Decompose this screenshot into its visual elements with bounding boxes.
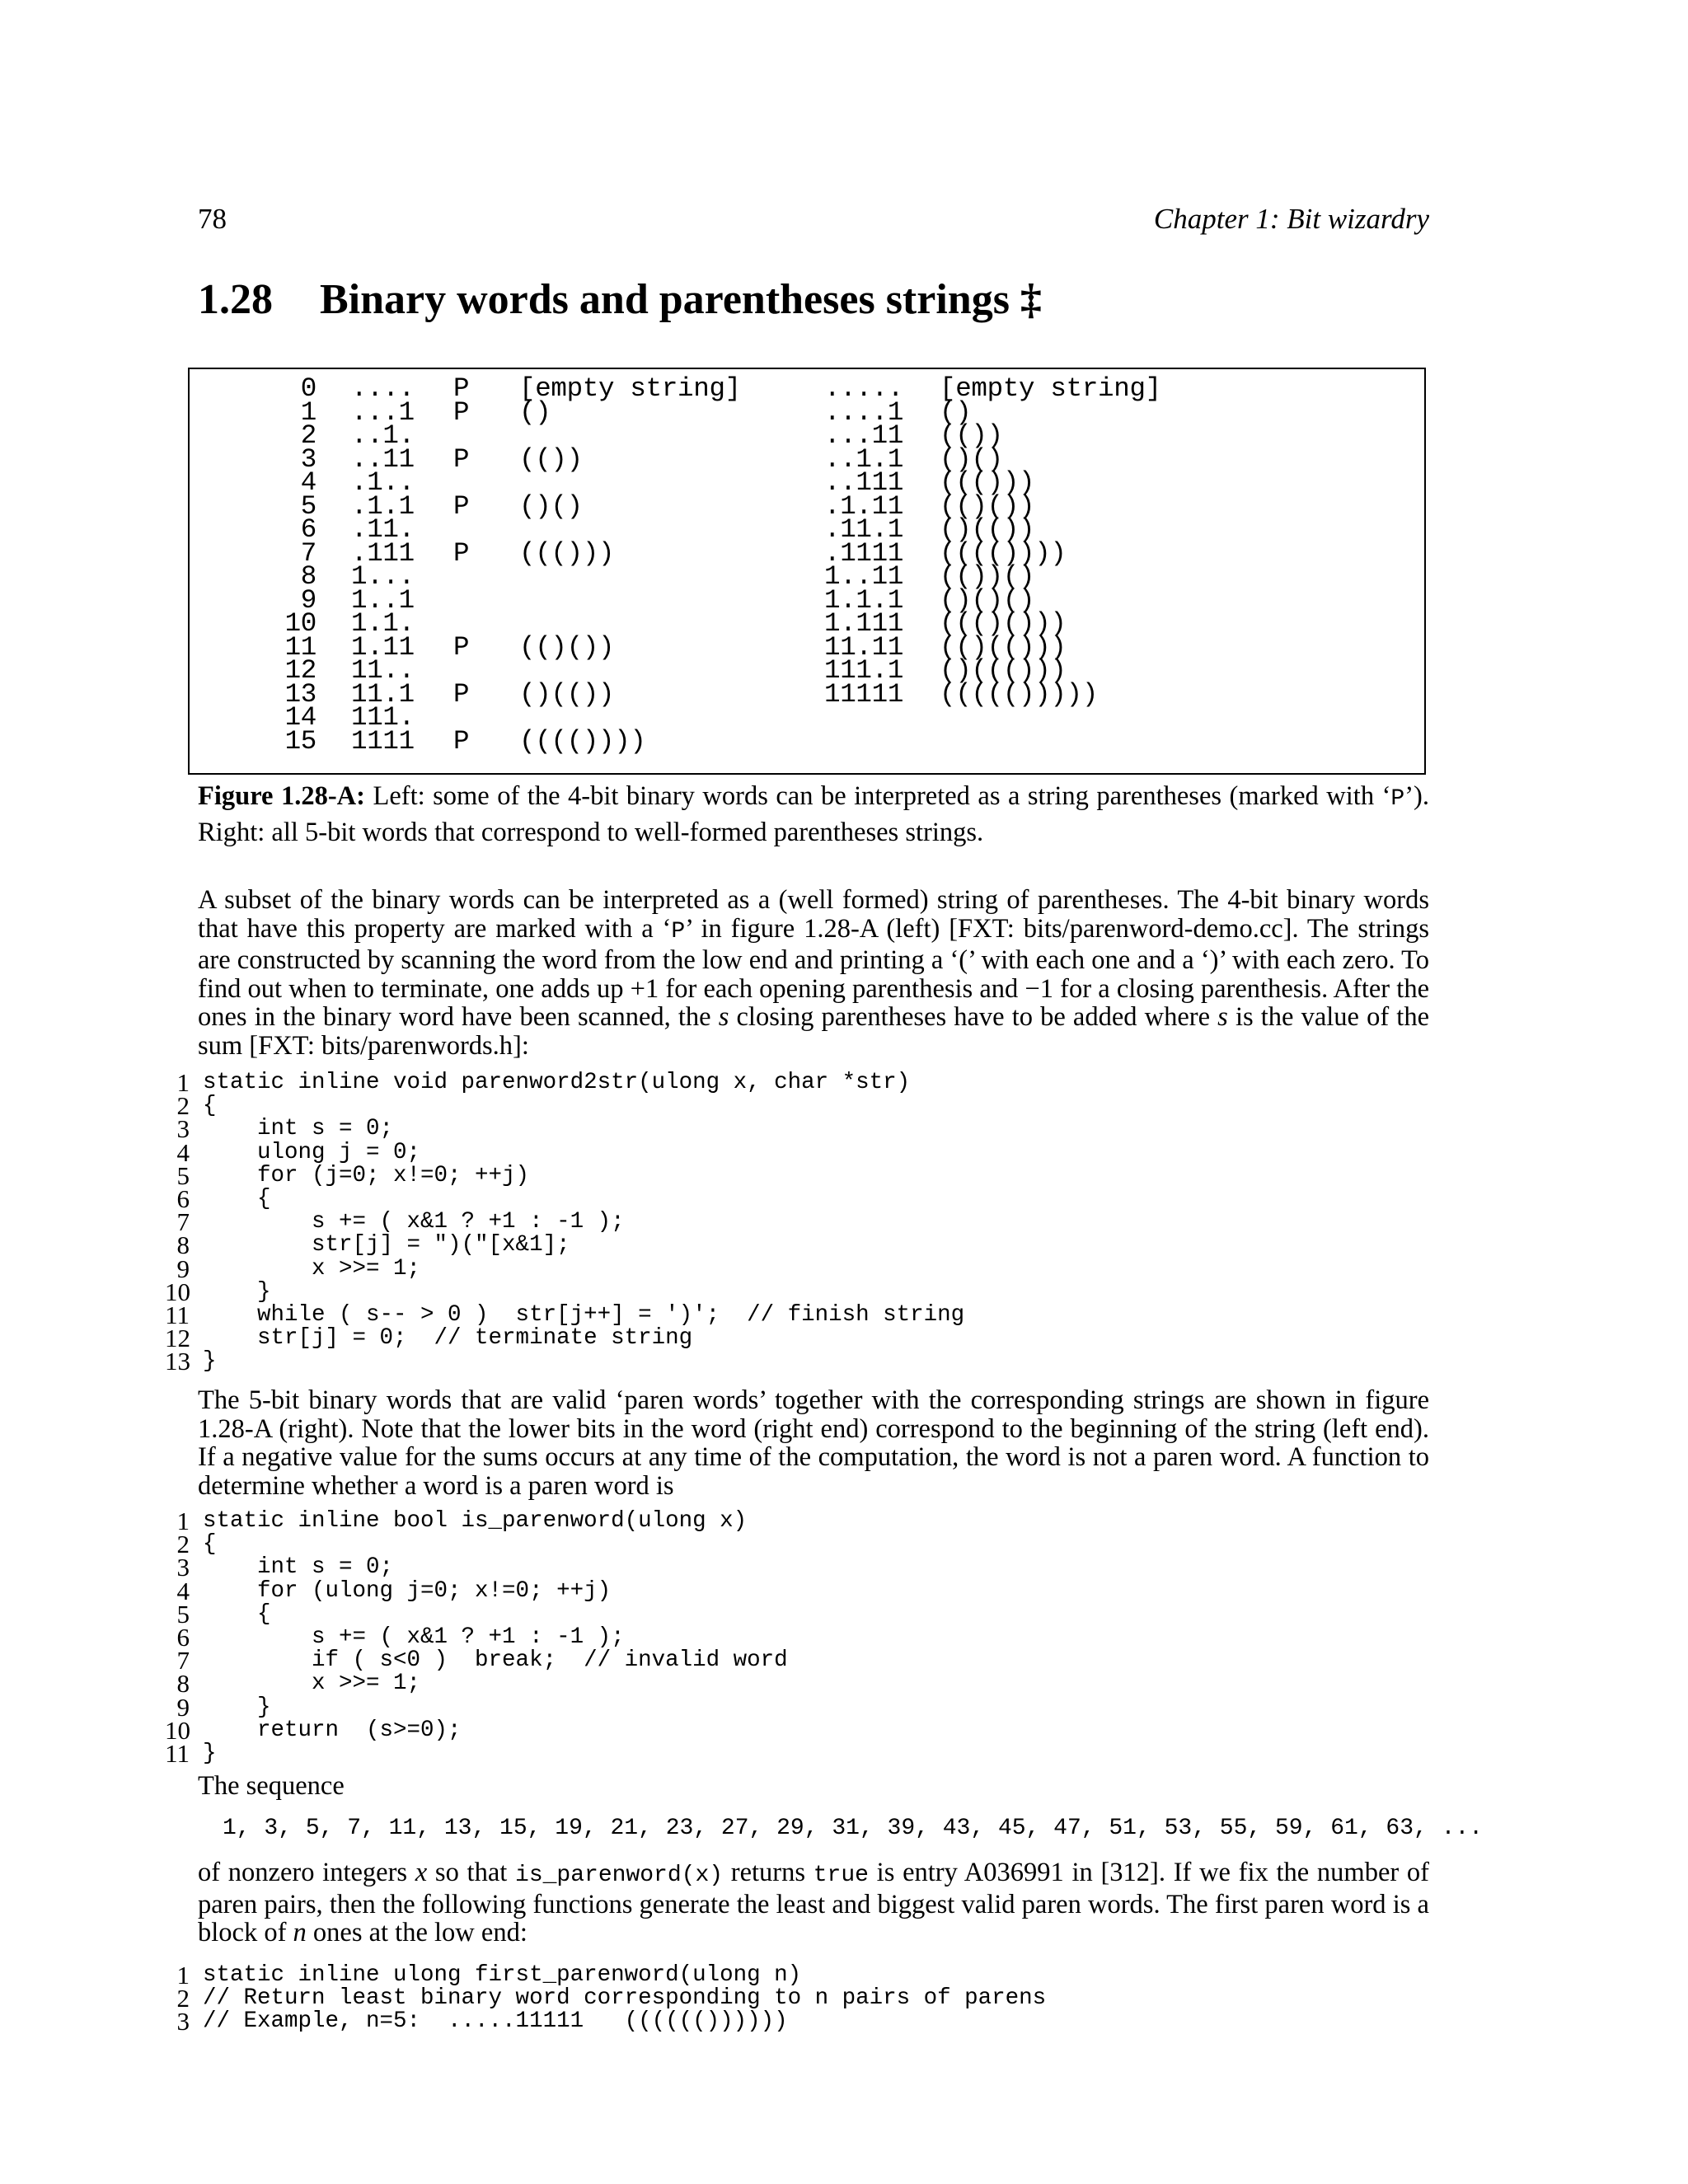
row-index: 1 <box>300 396 316 428</box>
binary-word: 1.111 <box>824 608 904 639</box>
paren-string: ((())) <box>940 467 1035 498</box>
binary-word: 11.. <box>351 655 415 686</box>
figure-left-row <box>190 396 767 428</box>
binary-word: 11.1 <box>351 678 415 710</box>
row-index: 2 <box>300 420 316 451</box>
line-number: 8 <box>176 1669 190 1699</box>
line-number: 6 <box>176 1183 190 1213</box>
paren-string: ()() <box>940 443 1003 475</box>
row-index: 4 <box>300 467 316 498</box>
figure-left-row <box>190 561 767 592</box>
binary-word: .1111 <box>824 537 904 569</box>
line-number: 5 <box>176 1160 190 1190</box>
paren-string: (((()))) <box>519 725 646 757</box>
para1-var-s: s <box>718 1002 729 1032</box>
paragraph-2: The 5-bit binary words that are valid ‘paren words’ together with the corresponding strings are shown in figure 1.28-A (right). Note that the lower bits in the word (right end) correspond to the beginning of the string (left end). If a negative value for the sums occurs at any time of the computation, the word is not a paren word. A function to determine whether a word is a paren word is <box>198 1385 1429 1501</box>
caption-code: P <box>1390 786 1405 812</box>
code-text: static inline ulong first_parenword(ulong n) <box>203 1962 802 1988</box>
row-index: 13 <box>284 678 316 710</box>
binary-word: .11.1 <box>824 514 904 545</box>
binary-word: 1..1 <box>351 584 415 616</box>
binary-word: .11. <box>351 514 415 545</box>
para4-code-2: true <box>813 1863 869 1888</box>
line-number: 1 <box>176 1507 190 1535</box>
paren-mark: P <box>453 490 470 522</box>
code-text: // Return least binary word corresponding to n pairs of parens <box>203 1985 1047 2012</box>
figure-right-row <box>824 561 1401 592</box>
binary-word: ..... <box>824 373 904 404</box>
figure-left-row <box>190 584 767 616</box>
binary-word: .1.. <box>351 467 415 498</box>
code-text: // Example, n=5: .....11111 (((((()))))) <box>203 2008 788 2035</box>
code-text: } <box>203 1348 217 1375</box>
para4-text-3: returns <box>723 1858 814 1887</box>
paren-string: (()) <box>519 443 583 475</box>
figure-left-row <box>190 655 767 686</box>
figure-right-row <box>824 514 1401 545</box>
binary-word: 111.1 <box>824 655 904 686</box>
chapter-title: Chapter 1: Bit wizardry <box>1153 203 1429 235</box>
code-text: return (s>=0); <box>203 1717 462 1743</box>
para1-code: P <box>671 918 686 944</box>
paren-string: ()(()) <box>940 514 1035 545</box>
caption-label: Figure 1.28-A: <box>198 781 365 811</box>
figure-left-row <box>190 678 767 710</box>
paren-mark: P <box>453 443 470 475</box>
line-number: 4 <box>176 1576 190 1605</box>
figure-left-row <box>190 490 767 522</box>
para4-text-1: of nonzero integers <box>198 1858 415 1887</box>
line-number: 11 <box>165 1300 190 1329</box>
figure-right-table <box>824 373 1401 710</box>
paren-string: ()()() <box>940 584 1035 616</box>
paragraph-4 <box>198 1858 1429 1947</box>
figure-right-row <box>824 420 1401 451</box>
paren-string: ((()())) <box>940 608 1067 639</box>
line-number: 4 <box>176 1137 190 1167</box>
figure-left-row <box>190 608 767 639</box>
caption-text-2: ’). Right: all 5-bit words that correspond to well-formed parentheses strings. <box>198 781 1429 847</box>
line-number: 6 <box>176 1622 190 1652</box>
paren-string: () <box>940 396 972 428</box>
figure-right-row <box>824 467 1401 498</box>
code-text: str[j] = 0; // terminate string <box>203 1325 693 1352</box>
line-number: 1 <box>176 1068 190 1097</box>
code-text: if ( s<0 ) break; // invalid word <box>203 1647 788 1674</box>
binary-word: ....1 <box>824 396 904 428</box>
binary-word: 1... <box>351 561 415 592</box>
paren-string: ((())) <box>519 537 615 569</box>
para4-code-1: is_parenword(x) <box>515 1863 724 1888</box>
row-index: 9 <box>300 584 316 616</box>
figure-right-row <box>824 373 1401 404</box>
row-index: 11 <box>284 631 316 663</box>
section-heading <box>198 274 1042 326</box>
row-index: 0 <box>300 373 316 404</box>
paren-mark: P <box>453 537 470 569</box>
figure-left-row <box>190 467 767 498</box>
figure-right-row <box>824 631 1401 663</box>
paren-mark: P <box>453 396 470 428</box>
paren-string: (()()) <box>940 490 1035 522</box>
figure-left-row <box>190 420 767 451</box>
line-number: 1 <box>176 1961 190 1990</box>
binary-word: 1.11 <box>351 631 415 663</box>
code-text: { <box>203 1531 217 1558</box>
row-index: 8 <box>300 561 316 592</box>
line-number: 9 <box>176 1692 190 1722</box>
code-text: ulong j = 0; <box>203 1139 421 1165</box>
paren-string: [empty string] <box>519 373 741 404</box>
figure-left-row <box>190 537 767 569</box>
code-text: while ( s-- > 0 ) str[j++] = ')'; // finish string <box>203 1301 965 1328</box>
figure-right-row <box>824 584 1401 616</box>
binary-word: .... <box>351 373 415 404</box>
figure-right-row <box>824 537 1401 569</box>
binary-word: 1.1.1 <box>824 584 904 616</box>
figure-caption <box>198 780 1429 849</box>
line-number: 7 <box>176 1207 190 1237</box>
line-number: 9 <box>176 1254 190 1283</box>
binary-word: 1..11 <box>824 561 904 592</box>
line-number: 7 <box>176 1646 190 1675</box>
binary-word: .1.11 <box>824 490 904 522</box>
code-text: { <box>203 1185 271 1212</box>
figure-left-row <box>190 702 767 733</box>
paren-mark: P <box>453 373 470 404</box>
binary-word: ..1.1 <box>824 443 904 475</box>
line-number: 3 <box>176 1114 190 1144</box>
line-number: 5 <box>176 1599 190 1629</box>
figure-right-row <box>824 443 1401 475</box>
code-text: } <box>203 1278 271 1305</box>
paren-string: ()(()) <box>519 678 615 710</box>
para1-text-3: closing parentheses have to be added where <box>729 1002 1218 1032</box>
code-text: int s = 0; <box>203 1554 394 1581</box>
section-title: Binary words and parentheses strings ‡ <box>320 276 1042 323</box>
row-index: 15 <box>284 725 316 757</box>
line-number: 12 <box>165 1324 190 1353</box>
figure-left-row <box>190 514 767 545</box>
paren-mark: P <box>453 678 470 710</box>
figure-right-row <box>824 678 1401 710</box>
code-text: x >>= 1; <box>203 1671 421 1697</box>
row-index: 3 <box>300 443 316 475</box>
line-number: 13 <box>165 1347 190 1376</box>
figure-right-row <box>824 655 1401 686</box>
line-number: 2 <box>176 1984 190 2013</box>
figure-left-row <box>190 443 767 475</box>
line-number: 2 <box>176 1530 190 1559</box>
binary-word: ..1. <box>351 420 415 451</box>
section-number: 1.28 <box>198 276 273 323</box>
sequence-line: 1, 3, 5, 7, 11, 13, 15, 19, 21, 23, 27, 29, 31, 39, 43, 45, 47, 51, 53, 55, 59, 61, 63, ... <box>223 1816 1484 1841</box>
line-number: 3 <box>176 1553 190 1582</box>
paren-string: ((((())))) <box>940 678 1099 710</box>
paren-string: [empty string] <box>940 373 1161 404</box>
row-index: 10 <box>284 608 316 639</box>
binary-word: ..11 <box>351 443 415 475</box>
code-text: s += ( x&1 ? +1 : -1 ); <box>203 1209 625 1235</box>
binary-word: 1.1. <box>351 608 415 639</box>
figure-left-table <box>190 373 767 757</box>
code-text: static inline bool is_parenword(ulong x) <box>203 1508 748 1534</box>
binary-word: 11111 <box>824 678 904 710</box>
figure-right-row <box>824 608 1401 639</box>
paren-string: () <box>519 396 551 428</box>
code-text: x >>= 1; <box>203 1255 421 1282</box>
binary-word: 1111 <box>351 725 415 757</box>
code-text: { <box>203 1601 271 1627</box>
row-index: 12 <box>284 655 316 686</box>
row-index: 6 <box>300 514 316 545</box>
line-number: 10 <box>165 1277 190 1306</box>
figure-left-row <box>190 373 767 404</box>
paren-string: ()() <box>519 490 583 522</box>
code-text: for (ulong j=0; x!=0; ++j) <box>203 1577 612 1604</box>
code-text: } <box>203 1740 217 1766</box>
line-number: 2 <box>176 1091 190 1121</box>
para1-text-1: A subset of the binary words can be interpreted as a (well formed) string of parentheses. The 4-bit binary words that have this property are marked with a ‘ <box>198 885 1429 944</box>
code-text: { <box>203 1093 217 1119</box>
paren-string: (()) <box>940 420 1003 451</box>
paren-string: ()((())) <box>940 655 1067 686</box>
para4-text-2: so that <box>427 1858 516 1887</box>
binary-word: .111 <box>351 537 415 569</box>
paren-string: (()()) <box>519 631 615 663</box>
code-text: int s = 0; <box>203 1116 394 1142</box>
code-text: str[j] = ")("[x&1]; <box>203 1232 570 1258</box>
paren-mark: P <box>453 725 470 757</box>
code-text: s += ( x&1 ? +1 : -1 ); <box>203 1624 625 1650</box>
caption-text-1: Left: some of the 4-bit binary words can be interpreted as a string parentheses (marked with ‘ <box>364 781 1391 811</box>
para1-var-s2: s <box>1217 1002 1228 1032</box>
figure-right-row <box>824 396 1401 428</box>
paragraph-1 <box>198 886 1429 1060</box>
para1-text-4: is the value of the sum [FXT: bits/parenwords.h]: <box>198 1002 1429 1061</box>
line-number: 11 <box>165 1738 190 1768</box>
line-number: 3 <box>176 2007 190 2036</box>
paren-string: (()(())) <box>940 631 1067 663</box>
figure-right-row <box>824 490 1401 522</box>
page-number: 78 <box>198 203 227 235</box>
binary-word: .1.1 <box>351 490 415 522</box>
figure-box <box>188 368 1426 775</box>
paren-mark: P <box>453 631 470 663</box>
figure-left-row <box>190 631 767 663</box>
figure-left-row <box>190 725 767 757</box>
line-number: 10 <box>165 1715 190 1745</box>
para4-text-4: is entry A036991 in [312]. If we fix the number of paren pairs, then the following functions generate the least and biggest valid paren words. The first paren word is a block of <box>198 1858 1429 1947</box>
line-number: 8 <box>176 1230 190 1260</box>
code-text: } <box>203 1694 271 1720</box>
code-text: static inline void parenword2str(ulong x, char *str) <box>203 1070 911 1095</box>
para4-text-5: ones at the low end: <box>306 1918 528 1947</box>
binary-word: ...1 <box>351 396 415 428</box>
paren-string: (())() <box>940 561 1035 592</box>
binary-word: 111. <box>351 702 415 733</box>
paragraph-3: The sequence <box>198 1771 345 1801</box>
paren-string: (((()))) <box>940 537 1067 569</box>
code-text: for (j=0; x!=0; ++j) <box>203 1162 530 1188</box>
para4-var-n: n <box>293 1918 307 1947</box>
binary-word: ...11 <box>824 420 904 451</box>
para4-var-x: x <box>415 1858 428 1887</box>
para1-text-2: ’ in figure 1.28-A (left) [FXT: bits/parenword-demo.cc]. The strings are constructed by scanning the word from the low end and printing a ‘(’ with each one and a ‘)’ with each zero. To find out when to terminate, one adds up +1 for each opening parenthesis and −1 for a closing parenthesis. After the ones in the binary word have been scanned, the <box>198 913 1429 1032</box>
binary-word: ..111 <box>824 467 904 498</box>
row-index: 14 <box>284 702 316 733</box>
row-index: 5 <box>300 490 316 522</box>
row-index: 7 <box>300 537 316 569</box>
binary-word: 11.11 <box>824 631 904 663</box>
